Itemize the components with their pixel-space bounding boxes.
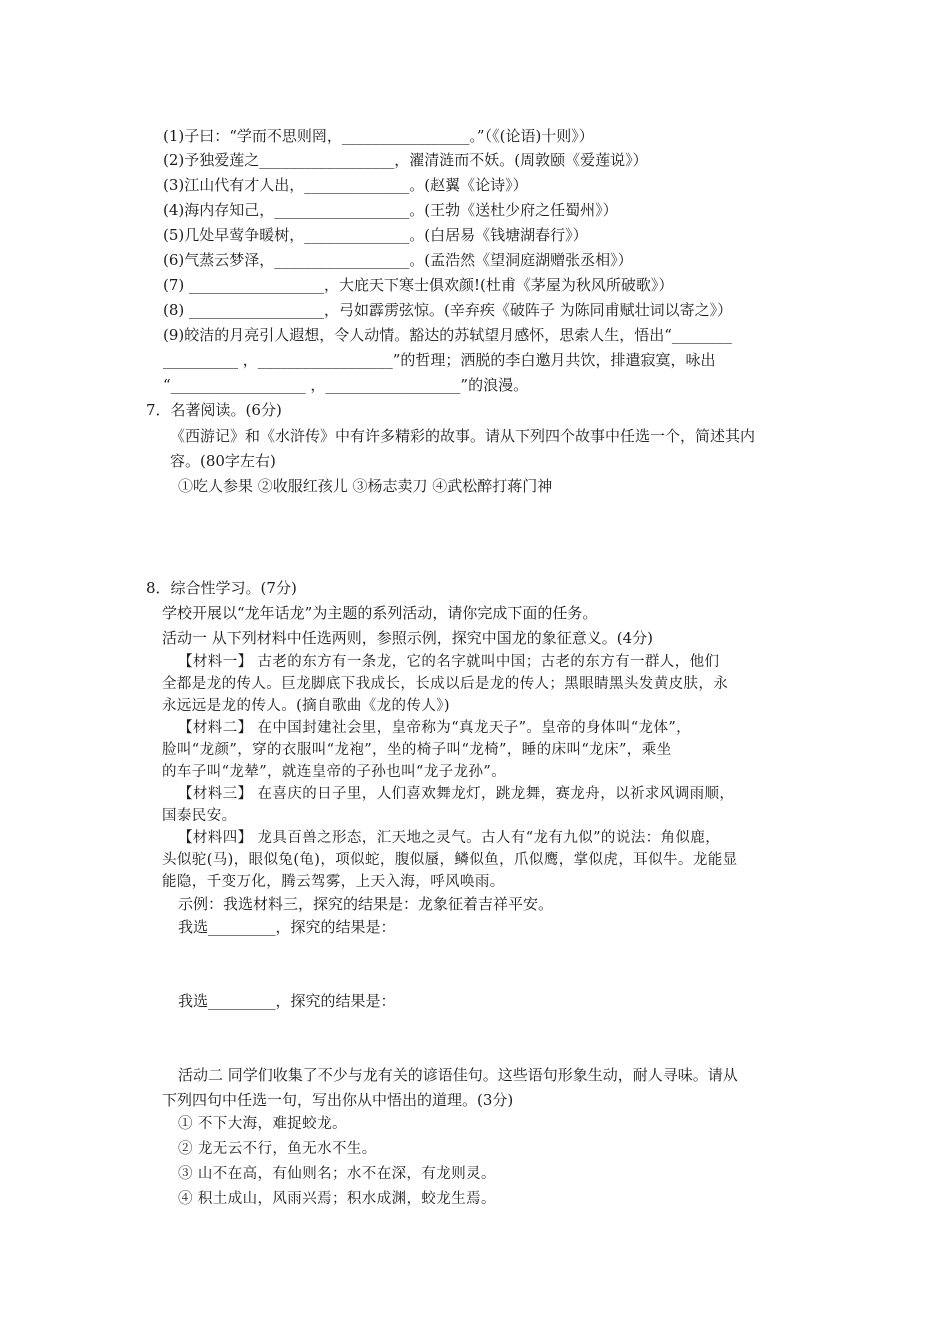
q7-prompt-line-1: 《西游记》和《水浒传》中有许多精彩的故事。请从下列四个故事中任选一个，简述其内: [170, 427, 756, 445]
material-2-line-1: 【材料二】 在中国封建社会里，皇帝称为“真龙天子”。皇帝的身体叫“龙体”，: [178, 720, 692, 736]
material-4-line-2: 头似驼(马)，眼似兔(龟)，项似蛇，腹似蜃，鳞似鱼，爪似鹰，掌似虎，耳似牛。龙能显: [162, 852, 738, 868]
saying-2: ② 龙无云不行，鱼无水不生。: [178, 1141, 377, 1157]
choice-2-prompt: 我选_________，探究的结果是：: [178, 992, 396, 1010]
choice-2-answer-area[interactable]: [178, 1016, 798, 1056]
saying-3: ③ 山不在高，有仙则名；水不在深，有龙则灵。: [178, 1166, 496, 1182]
q6-item-7: (7) __________________，大庇天下寒士俱欢颜!(杜甫《茅屋为秋风所破歌》）: [163, 276, 674, 294]
q6-item-6: (6)气蒸云梦泽，__________________。(孟浩然《望洞庭湖赠张丞相》）: [163, 251, 633, 269]
choice-1-prompt: 我选_________，探究的结果是：: [178, 918, 396, 936]
example-answer: 示例：我选材料三，探究的结果是：龙象征着吉祥平安。: [178, 895, 554, 913]
q6-item-9-line-1: (9)皎洁的月亮引人遐想，令人动情。豁达的苏轼望月感怀，思索人生，悟出“________: [163, 326, 732, 344]
q6-item-5: (5)几处早莺争暖树，______________。(白居易《钱塘湖春行》）: [163, 226, 588, 244]
material-1-line-2: 全都是龙的传人。巨龙脚底下我成长，长成以后是龙的传人；黑眼睛黑头发黄皮肤，永: [162, 676, 729, 692]
q6-item-4: (4)海内存知己，__________________。(王勃《送杜少府之任蜀州》）: [163, 201, 618, 219]
material-4-line-1: 【材料四】 龙具百兽之形态，汇天地之灵气。古人有“龙有九似”的说法：角似鹿，: [178, 830, 721, 846]
q6-item-9-line-2: __________ ，__________________”的哲理；洒脱的李白邀月共饮，排遣寂寞，咏出: [163, 351, 716, 369]
q6-item-2: (2)予独爱莲之__________________，濯清涟而不妖。(周敦颐《爱莲说》）: [163, 151, 648, 169]
material-3-line-2: 国泰民安。: [162, 808, 237, 824]
q6-item-1: (1)子曰：“学而不思则罔，_________________。”（《(论语)十则》）: [163, 127, 594, 145]
material-2-line-3: 的车子叫“龙辇”，就连皇帝的子孙也叫“龙子龙孙”。: [162, 764, 507, 780]
q7-answer-area[interactable]: [170, 505, 810, 565]
q7-heading: 7．名著阅读。(6分): [146, 401, 282, 419]
q6-item-8: (8) __________________，弓如霹雳弦惊。(辛弃疾《破阵子 为陈同甫赋壮词以寄之》）: [163, 301, 733, 319]
q8-intro: 学校开展以“龙年话龙”为主题的系列活动，请你完成下面的任务。: [162, 604, 598, 622]
material-1-line-1: 【材料一】 古老的东方有一条龙，它的名字就叫中国；古老的东方有一群人，他们: [178, 654, 720, 670]
material-2-line-2: 脸叫“龙颜”，穿的衣服叫“龙袍”，坐的椅子叫“龙椅”，睡的床叫“龙床”，乘坐: [162, 742, 672, 758]
material-4-line-3: 能隐，千变万化，腾云驾雾，上天入海，呼风唤雨。: [162, 874, 505, 890]
activity-2-prompt-line-1: 活动二 同学们收集了不少与龙有关的谚语佳句。这些语句形象生动，耐人寻味。请从: [178, 1066, 738, 1084]
q6-item-3: (3)江山代有才人出，______________。(赵翼《论诗》）: [163, 176, 528, 194]
saying-4: ④ 积土成山，风雨兴焉；积水成渊，蛟龙生焉。: [178, 1191, 496, 1207]
q8-heading: 8．综合性学习。(7分): [146, 579, 297, 597]
saying-1: ① 不下大海，难捉蛟龙。: [178, 1116, 347, 1132]
choice-1-answer-area[interactable]: [178, 942, 798, 982]
material-1-line-3: 永远远是龙的传人。(摘自歌曲《龙的传人》): [162, 698, 450, 714]
q7-prompt-line-2: 容。(80字左右): [170, 452, 276, 470]
q7-story-options: ①吃人参果 ②收服红孩儿 ③杨志卖刀 ④武松醉打蒋门神: [178, 477, 553, 495]
material-3-line-1: 【材料三】 在喜庆的日子里，人们喜欢舞龙灯，跳龙舞，赛龙舟，以祈求风调雨顺，: [178, 786, 735, 802]
q8-activity-1-prompt: 活动一 从下列材料中任选两则，参照示例，探究中国龙的象征意义。(4分): [162, 629, 654, 647]
activity-2-prompt-line-2: 下列四句中任选一句，写出你从中悟出的道理。(3分): [162, 1091, 514, 1109]
q6-item-9-line-3: “__________________ ，__________________”的浪漫。: [163, 376, 529, 394]
